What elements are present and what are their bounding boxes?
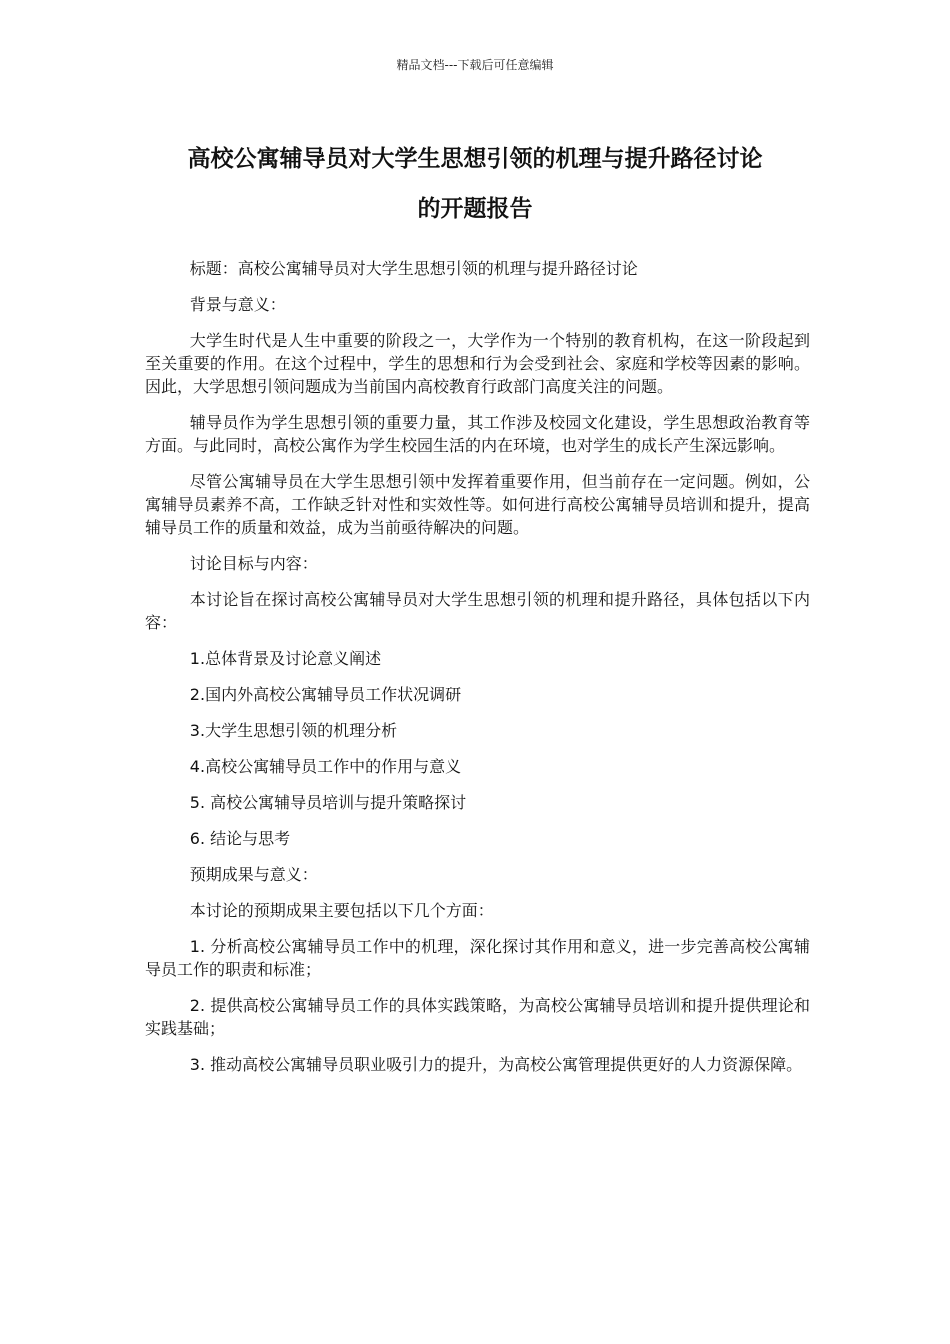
list-item-content-4: 4.高校公寓辅导员工作中的作用与意义 (189, 757, 462, 776)
paragraph-background-2: 辅导员作为学生思想引领的重要力量，其工作涉及校园文化建设，学生思想政治教育等方面。与此同时，高校公寓作为学生校园生活的内在环境，也对学生的成长产生深远影响。 (145, 413, 810, 455)
list-item-content-6: 6. 结论与思考 (189, 829, 291, 848)
list-item-content-5: 5. 高校公寓辅导员培训与提升策略探讨 (189, 793, 467, 812)
list-item-content-2: 2.国内外高校公寓辅导员工作状况调研 (189, 685, 462, 704)
document-title-line-2: 的开题报告 (417, 196, 533, 222)
document-body (145, 257, 810, 1089)
paragraph-title-line: 标题：高校公寓辅导员对大学生思想引领的机理与提升路径讨论 (189, 259, 638, 278)
list-item-outcome-2: 2. 提供高校公寓辅导员工作的具体实践策略，为高校公寓辅导员培训和提升提供理论和实践基础； (145, 996, 810, 1038)
section-heading-background: 背景与意义： (189, 295, 286, 314)
section-heading-goals: 讨论目标与内容： (189, 554, 318, 573)
paragraph-background-3: 尽管公寓辅导员在大学生思想引领中发挥着重要作用，但当前存在一定问题。例如，公寓辅导员素养不高，工作缺乏针对性和实效性等。如何进行高校公寓辅导员培训和提升，提高辅导员工作的质量和效益，成为当前亟待解决的问题。 (145, 472, 810, 537)
paragraph-background-1: 大学生时代是人生中重要的阶段之一，大学作为一个特别的教育机构，在这一阶段起到至关重要的作用。在这个过程中，学生的思想和行为会受到社会、家庭和学校等因素的影响。因此，大学思想引领问题成为当前国内高校教育行政部门高度关注的问题。 (145, 331, 810, 396)
paragraph-goals-intro: 本讨论旨在探讨高校公寓辅导员对大学生思想引领的机理和提升路径，具体包括以下内容： (145, 590, 810, 632)
document-title-line-1: 高校公寓辅导员对大学生思想引领的机理与提升路径讨论 (187, 146, 763, 172)
list-item-outcome-3: 3. 推动高校公寓辅导员职业吸引力的提升，为高校公寓管理提供更好的人力资源保障。 (189, 1055, 803, 1074)
list-item-outcome-1: 1. 分析高校公寓辅导员工作中的机理，深化探讨其作用和意义，进一步完善高校公寓辅导员工作的职责和标准； (145, 937, 810, 979)
document-title (140, 134, 810, 234)
paragraph-outcomes-intro: 本讨论的预期成果主要包括以下几个方面： (189, 901, 494, 920)
list-item-content-3: 3.大学生思想引领的机理分析 (189, 721, 398, 740)
section-heading-outcomes: 预期成果与意义： (189, 865, 318, 884)
header-note: 精品文档---下载后可任意编辑 (396, 58, 554, 72)
list-item-content-1: 1.总体背景及讨论意义阐述 (189, 649, 382, 668)
